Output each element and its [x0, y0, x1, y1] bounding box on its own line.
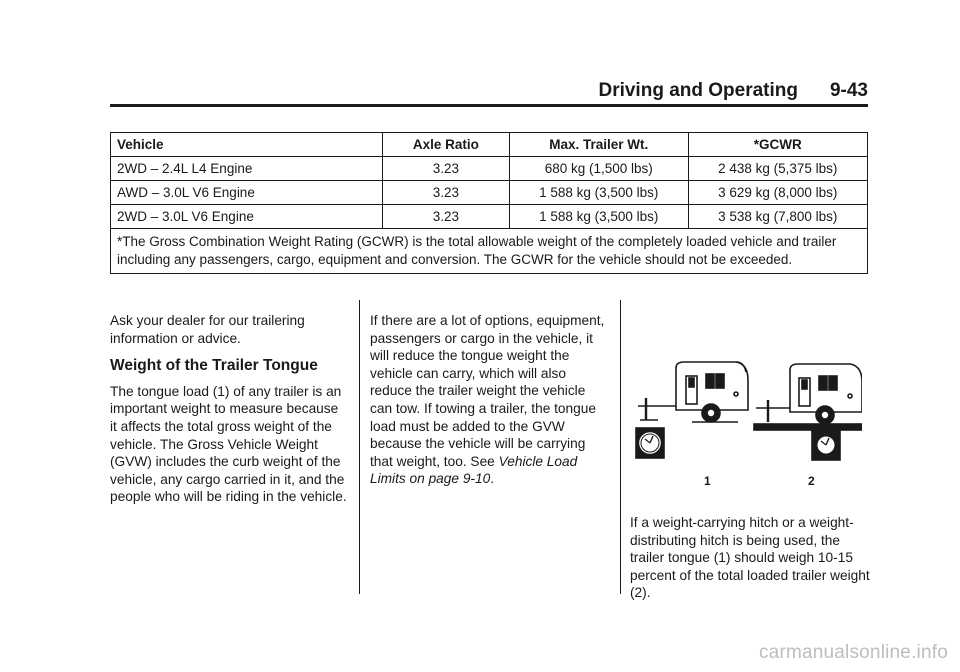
table-row	[111, 205, 868, 229]
site-watermark: carmanualsonline.info	[758, 642, 948, 663]
figure-label-1: 1	[704, 474, 711, 488]
column-middle	[370, 312, 610, 488]
table-cell: 3 538 kg (7,800 lbs)	[688, 205, 868, 229]
column-header-gcwr: *GCWR	[688, 133, 868, 157]
table-header-row	[111, 133, 868, 157]
trailer-1-graphic	[636, 362, 748, 458]
sentence-end: .	[490, 471, 495, 487]
table-cell: 680 kg (1,500 lbs)	[510, 157, 688, 181]
section-heading: Weight of the Trailer Tongue	[110, 357, 318, 375]
table-cell: 1 588 kg (3,500 lbs)	[510, 205, 688, 229]
table-cell: 3 629 kg (8,000 lbs)	[688, 181, 868, 205]
table-row	[111, 157, 868, 181]
table-cell: 2 438 kg (5,375 lbs)	[688, 157, 868, 181]
column-header-max-trailer-wt: Max. Trailer Wt.	[510, 133, 688, 157]
page-number: 9-43	[829, 80, 868, 101]
trailer-illustration-svg	[632, 350, 862, 490]
page-header	[110, 80, 868, 107]
tongue-load-paragraph: The tongue load (1) of any trailer is an important weight to measure because it affects the total gross weight of the vehicle. The Gross Vehicle Weight (GVW) includes the curb weight of the vehicle, any cargo carried in it, and the people who will be riding in the vehicle.	[110, 383, 347, 505]
table-cell: 3.23	[382, 181, 509, 205]
table-cell: 1 588 kg (3,500 lbs)	[510, 181, 688, 205]
gcwr-footnote: *The Gross Combination Weight Rating (GCWR) is the total allowable weight of the completely loaded vehicle and trailer including any passengers, cargo, equipment and conversion. The GCWR for the vehicle should not be exceeded.	[111, 229, 868, 274]
column-header-axle-ratio: Axle Ratio	[382, 133, 509, 157]
trailer-2-graphic	[754, 364, 862, 460]
trailer-spec-table	[110, 132, 868, 274]
trailer-hitch-illustration	[632, 350, 862, 490]
intro-paragraph: Ask your dealer for our trailering information or advice.	[110, 313, 305, 346]
table-cell: 3.23	[382, 157, 509, 181]
column-divider	[620, 300, 621, 594]
table-cell: 2WD – 2.4L L4 Engine	[111, 157, 383, 181]
table-cell: 2WD – 3.0L V6 Engine	[111, 205, 383, 229]
section-title: Driving and Operating	[598, 80, 798, 101]
column-divider	[359, 300, 360, 594]
column-left	[110, 312, 348, 506]
cross-reference-link[interactable]: Vehicle Load Limits on page 9-10	[370, 453, 578, 487]
column-right	[630, 514, 870, 602]
hitch-paragraph: If a weight-carrying hitch or a weight-distributing hitch is being used, the trailer tongue (1) should weigh 10-15 percent of the total loaded trailer weight (2).	[630, 515, 870, 601]
column-header-vehicle: Vehicle	[111, 133, 383, 157]
options-paragraph	[370, 312, 610, 488]
figure-label-2: 2	[808, 474, 815, 488]
table-note-row	[111, 229, 868, 274]
options-text: If there are a lot of options, equipment, passengers or cargo in the vehicle, it will reduce the tongue weight the vehicle can carry, which will also reduce the trailer weight the vehicle can tow. If towing a trailer, the tongue load must be added to the GVW because the vehicle will be carrying that weight, too. See	[370, 313, 605, 469]
table-cell: 3.23	[382, 205, 509, 229]
table-row	[111, 181, 868, 205]
table-cell: AWD – 3.0L V6 Engine	[111, 181, 383, 205]
